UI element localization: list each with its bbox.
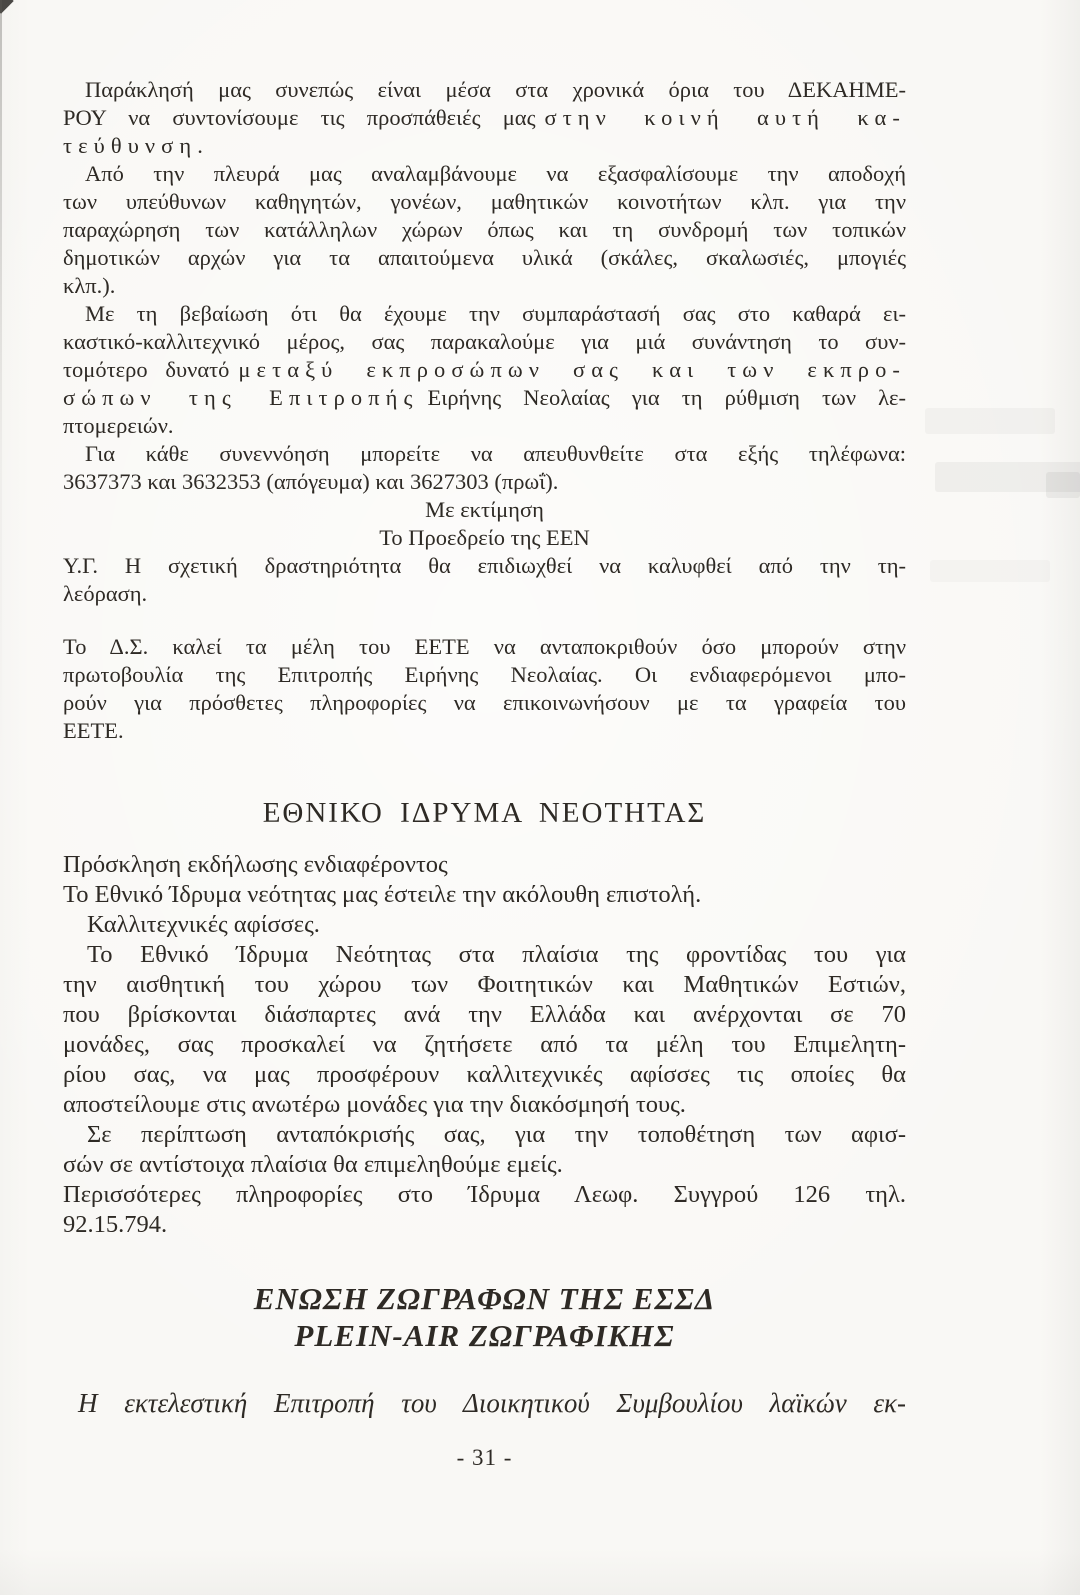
text-line: Από την πλευρά μας αναλαμβάνουμε να εξασφαλίσουμε την αποδοχή <box>85 161 906 186</box>
text-line: Παράκλησή μας συνεπώς είναι μέσα στα χρονικά όρια του ΔΕΚΑΗΜΕ- <box>85 77 906 102</box>
text-line: Σε περίπτωση ανταπόκρισής σας, για την τοποθέτηση των αφισ- <box>87 1121 906 1148</box>
text-line: Το Δ.Σ. καλεί τα μέλη του ΕΕΤΕ να ανταποκριθούν όσο μπορούν στην <box>63 634 906 659</box>
page-number: - 31 - <box>456 1445 513 1470</box>
text-line: κλπ.). <box>63 273 116 298</box>
text-run-tracked: σώπων της Επιτροπής <box>63 385 419 410</box>
text-line: που βρίσκονται διάσπαρτες ανά την Ελλάδα και ανέρχονται σε 70 <box>63 1001 906 1028</box>
text-line <box>63 384 906 412</box>
text-line <box>63 132 906 160</box>
text-line: Υ.Γ. Η σχετική δραστηριότητα θα επιδιωχθεί να καλυφθεί από την τη- <box>63 553 906 578</box>
text-line: ρίου σας, να μας προσφέρουν καλλιτεχνικές αφίσσες τις οποίες θα <box>63 1061 906 1088</box>
text-line: Καλλιτεχνικές αφίσσες. <box>87 911 320 938</box>
text-line: πρωτοβουλία της Επιτροπής Ειρήνης Νεολαίας. Οι ενδιαφερόμενοι μπο- <box>63 662 906 687</box>
editorial-note <box>63 633 906 745</box>
text-line: ΕΕΤΕ. <box>63 718 124 743</box>
text-line <box>63 104 906 132</box>
text-line: πτομερειών. <box>63 413 174 438</box>
scan-smudge <box>930 560 1050 582</box>
text-line: σών σε αντίστοιχα πλαίσια θα επιμεληθούμε εμείς. <box>63 1151 563 1178</box>
section-heading: ΕΘΝΙΚΟ ΙΔΡΥΜΑ ΝΕΟΤΗΤΑΣ <box>262 797 707 829</box>
text-line: Με τη βεβαίωση ότι θα έχουμε την συμπαράστασή σας στο καθαρά ει- <box>85 301 906 326</box>
text-line: παραχώρηση των κατάλληλων χώρων όπως και τη συνδρομή των τοπικών <box>63 217 906 242</box>
scan-smudge <box>1046 472 1080 498</box>
text-run-tracked: τεύθυνση. <box>63 133 209 158</box>
text-line: μονάδες, σας προσκαλεί να ζητήσετε από τα μέλη του Επιμελητη- <box>63 1031 906 1058</box>
text-run-tracked: στην κοινή αυτή κα- <box>544 105 906 130</box>
text-line: Το Εθνικό Ίδρυμα νεότητας μας έστειλε την ακόλουθη επιστολή. <box>63 881 702 908</box>
text-line: 92.15.794. <box>63 1211 168 1238</box>
text-line <box>63 356 906 384</box>
text-line: αποστείλουμε στις ανωτέρω μονάδες για την διακόσμησή τους. <box>63 1091 686 1118</box>
text-line: δημοτικών αρχών για τα απαιτούμενα υλικά (σκάλες, σκαλωσιές, μπογιές <box>63 245 906 270</box>
section-heading: ΕΝΩΣΗ ΖΩΓΡΑΦΩΝ ΤΗΣ ΕΣΣΔ <box>253 1281 716 1316</box>
scan-edge-artifact <box>0 0 2 760</box>
text-line: Περισσότερες πληροφορίες στο Ίδρυμα Λεωφ. Συγγρού 126 τηλ. <box>63 1181 906 1208</box>
text-line: την αισθητική του χώρου των Φοιτητικών και Μαθητικών Εστιών, <box>63 971 906 998</box>
closing-line: Με εκτίμηση <box>425 497 544 522</box>
text-run: Ειρήνης Νεολαίας για τη ρύθμιση των λε- <box>427 385 906 410</box>
text-line: Το Εθνικό Ίδρυμα Νεότητας στα πλαίσια της φροντίδας του για <box>87 941 906 968</box>
text-line: Για κάθε συνεννόηση μπορείτε να απευθυνθείτε στα εξής τηλέφωνα: <box>85 441 906 466</box>
letter-body <box>63 76 906 608</box>
scan-bottom-shade <box>0 1548 1080 1595</box>
text-line: Η εκτελεστική Επιτροπή του Διοικητικού Συμβουλίου λαϊκών εκ- <box>78 1388 906 1418</box>
text-run-tracked: μεταξύ εκπροσώπων σας και των εκπρο- <box>238 357 906 382</box>
section-body <box>63 850 906 1240</box>
section-heading-area <box>63 796 906 830</box>
section-subheading: PLEIN-AIR ΖΩΓΡΑΦΙΚΗΣ <box>294 1318 675 1353</box>
text-line: Πρόσκληση εκδήλωσης ενδιαφέροντος <box>63 851 448 878</box>
text-line: ρούν για πρόσθετες πληροφορίες να επικοινωνήσουν με τα γραφεία του <box>63 690 906 715</box>
text-line: λεόραση. <box>63 581 148 606</box>
text-line: καστικό-καλλιτεχνικό μέρος, σας παρακαλούμε για μιά συνάντηση το συν- <box>63 329 906 354</box>
scan-corner-artifact <box>0 0 14 14</box>
signature-line: Το Προεδρείο της ΕΕΝ <box>379 525 590 550</box>
text-line: των υπεύθυνων καθηγητών, γονέων, μαθητικών κοινοτήτων κλπ. για την <box>63 189 906 214</box>
text-run: ΡΟΥ να συντονίσουμε τις προσπάθειές μας <box>63 105 536 130</box>
page-number-area <box>63 1444 906 1472</box>
scan-smudge <box>925 408 1055 434</box>
section-body <box>63 1388 906 1418</box>
text-run: τομότερο δυνατό <box>63 357 230 382</box>
section-heading-area <box>63 1280 906 1354</box>
text-line: 3637373 και 3632353 (απόγευμα) και 3627303 (πρωΐ). <box>63 469 559 494</box>
